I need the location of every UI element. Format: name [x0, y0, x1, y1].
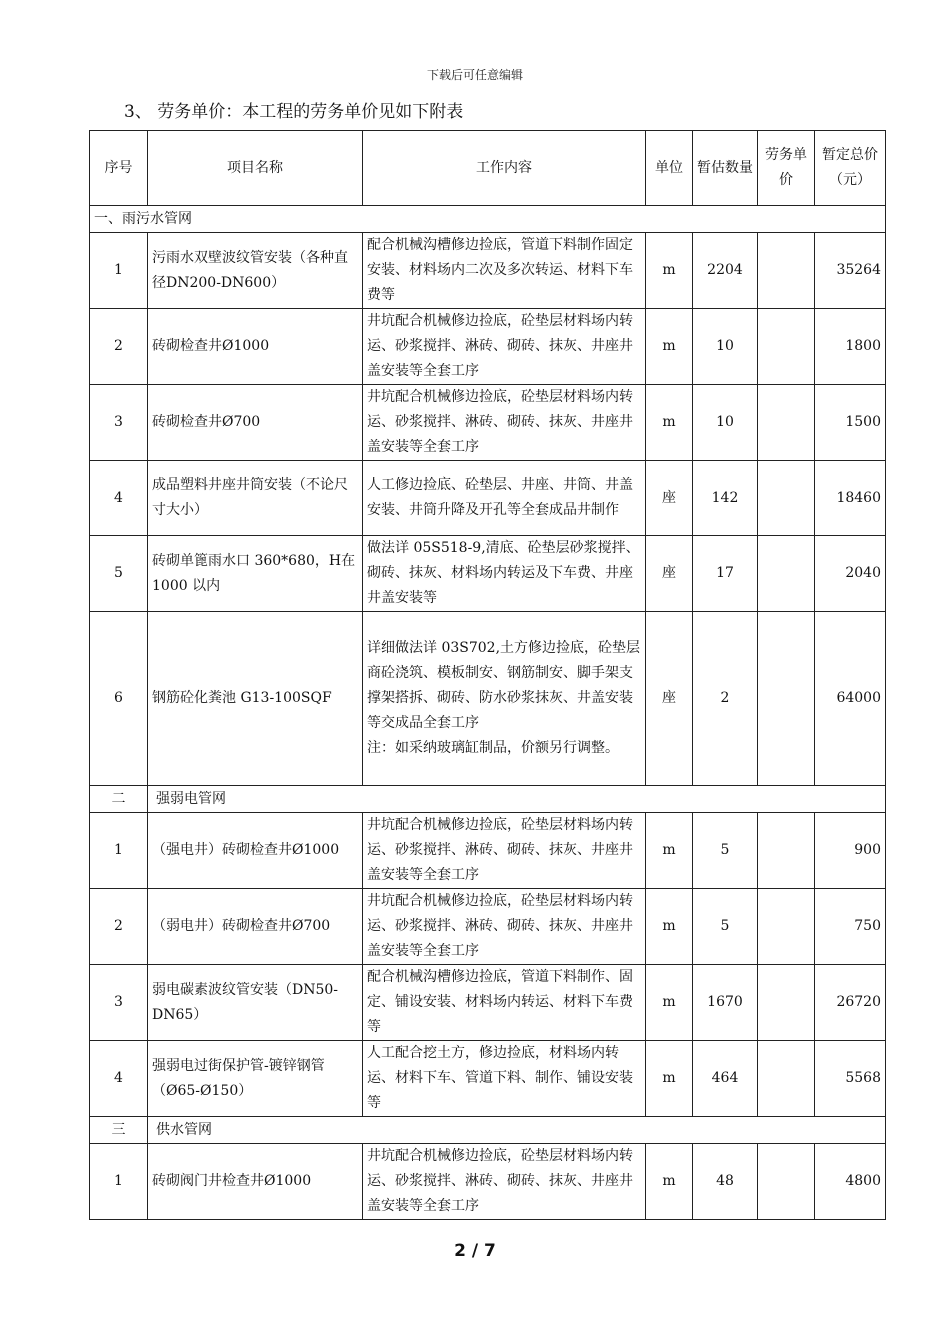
col-header-name: 项目名称	[148, 131, 363, 206]
section-row	[90, 1117, 886, 1144]
unit: m	[646, 233, 693, 309]
row-number: 1	[90, 1144, 148, 1220]
row-number: 2	[90, 309, 148, 385]
header-note: 下载后可任意编辑	[426, 68, 523, 82]
row-number: 5	[90, 536, 148, 612]
table-row	[90, 889, 886, 965]
work-content: 井坑配合机械修边捡底，砼垫层材料场内转运、砂浆搅拌、淋砖、砌砖、抹灰、井座井盖安装等全套工序	[363, 385, 646, 461]
unit: m	[646, 889, 693, 965]
row-number: 3	[90, 385, 148, 461]
col-header-work: 工作内容	[363, 131, 646, 206]
estimated-quantity: 2204	[693, 233, 758, 309]
provisional-total: 4800	[815, 1144, 886, 1220]
table-row	[90, 309, 886, 385]
row-number: 2	[90, 889, 148, 965]
estimated-quantity: 10	[693, 309, 758, 385]
col-header-no: 序号	[90, 131, 148, 206]
table-row	[90, 1041, 886, 1117]
unit: 座	[646, 461, 693, 536]
row-number: 1	[90, 813, 148, 889]
table-row	[90, 536, 886, 612]
labor-unit-price	[758, 536, 815, 612]
labor-unit-price	[758, 1144, 815, 1220]
col-header-total: 暂定总价（元）	[815, 131, 886, 206]
estimated-quantity: 17	[693, 536, 758, 612]
item-name: 砖砌检查井Ø1000	[148, 309, 363, 385]
labor-unit-price	[758, 461, 815, 536]
section-row	[90, 786, 886, 813]
unit: m	[646, 965, 693, 1041]
provisional-total: 64000	[815, 612, 886, 786]
section-row	[90, 206, 886, 233]
provisional-total: 2040	[815, 536, 886, 612]
table-row	[90, 385, 886, 461]
labor-unit-price	[758, 889, 815, 965]
item-name: 成品塑料井座井筒安装（不论尺寸大小）	[148, 461, 363, 536]
labor-unit-price	[758, 309, 815, 385]
work-content: 人工配合挖土方，修边捡底，材料场内转运、材料下车、管道下料、制作、铺设安装等	[363, 1041, 646, 1117]
work-content: 详细做法详 03S702,土方修边捡底，砼垫层商砼浇筑、模板制安、钢筋制安、脚手架支撑架搭拆、砌砖、防水砂浆抹灰、井盖安装等交成品全套工序 注：如采纳玻璃缸制品，价额另行调整。	[363, 612, 646, 786]
estimated-quantity: 2	[693, 612, 758, 786]
provisional-total: 26720	[815, 965, 886, 1041]
provisional-total: 35264	[815, 233, 886, 309]
work-content: 井坑配合机械修边捡底，砼垫层材料场内转运、砂浆搅拌、淋砖、砌砖、抹灰、井座井盖安装等全套工序	[363, 889, 646, 965]
table-row	[90, 813, 886, 889]
estimated-quantity: 1670	[693, 965, 758, 1041]
provisional-total: 900	[815, 813, 886, 889]
estimated-quantity: 48	[693, 1144, 758, 1220]
section-title: 供水管网	[148, 1117, 886, 1144]
section-number: 三	[90, 1117, 148, 1144]
row-number: 1	[90, 233, 148, 309]
item-name: 砖砌阀门井检查井Ø1000	[148, 1144, 363, 1220]
table-row	[90, 233, 886, 309]
row-number: 4	[90, 461, 148, 536]
table-row	[90, 1144, 886, 1220]
work-content: 做法详 05S518-9,清底、砼垫层砂浆搅拌、砌砖、抹灰、材料场内转运及下车费、井座井盖安装等	[363, 536, 646, 612]
section-title: 3、 劳务单价：本工程的劳务单价见如下附表	[124, 102, 464, 122]
col-header-unit: 单位	[646, 131, 693, 206]
provisional-total: 5568	[815, 1041, 886, 1117]
table-row	[90, 965, 886, 1041]
table-row	[90, 612, 886, 786]
table-row	[90, 461, 886, 536]
estimated-quantity: 10	[693, 385, 758, 461]
item-name: 污雨水双壁波纹管安装（各种直径DN200-DN600）	[148, 233, 363, 309]
unit: m	[646, 813, 693, 889]
item-name: 砖砌检查井Ø700	[148, 385, 363, 461]
item-name: 强弱电过街保护管-镀锌钢管（Ø65-Ø150）	[148, 1041, 363, 1117]
col-header-qty: 暂估数量	[693, 131, 758, 206]
row-number: 6	[90, 612, 148, 786]
labor-unit-price	[758, 813, 815, 889]
provisional-total: 1500	[815, 385, 886, 461]
labor-unit-price	[758, 965, 815, 1041]
item-name: 砖砌单篦雨水口 360*680，H在 1000 以内	[148, 536, 363, 612]
unit: m	[646, 1041, 693, 1117]
estimated-quantity: 464	[693, 1041, 758, 1117]
labor-unit-price	[758, 385, 815, 461]
work-content: 井坑配合机械修边捡底，砼垫层材料场内转运、砂浆搅拌、淋砖、砌砖、抹灰、井座井盖安装等全套工序	[363, 813, 646, 889]
row-number: 3	[90, 965, 148, 1041]
estimated-quantity: 142	[693, 461, 758, 536]
labor-unit-price	[758, 233, 815, 309]
page-number: 2 / 7	[454, 1241, 496, 1261]
provisional-total: 750	[815, 889, 886, 965]
item-name: 弱电碳素波纹管安装（DN50-DN65）	[148, 965, 363, 1041]
labor-price-table	[89, 130, 886, 1220]
col-header-price: 劳务单价	[758, 131, 815, 206]
provisional-total: 1800	[815, 309, 886, 385]
estimated-quantity: 5	[693, 813, 758, 889]
item-name: （强电井）砖砌检查井Ø1000	[148, 813, 363, 889]
work-content: 配合机械沟槽修边捡底，管道下料制作固定安装、材料场内二次及多次转运、材料下车费等	[363, 233, 646, 309]
table-body	[90, 131, 886, 1220]
item-name: 钢筋砼化粪池 G13-100SQF	[148, 612, 363, 786]
section-title: 强弱电管网	[148, 786, 886, 813]
estimated-quantity: 5	[693, 889, 758, 965]
work-content: 井坑配合机械修边捡底，砼垫层材料场内转运、砂浆搅拌、淋砖、砌砖、抹灰、井座井盖安装等全套工序	[363, 1144, 646, 1220]
section-number: 二	[90, 786, 148, 813]
section-title: 一、雨污水管网	[90, 206, 886, 233]
table-header-row	[90, 131, 886, 206]
row-number: 4	[90, 1041, 148, 1117]
unit: 座	[646, 612, 693, 786]
unit: m	[646, 385, 693, 461]
labor-unit-price	[758, 612, 815, 786]
unit: m	[646, 1144, 693, 1220]
unit: m	[646, 309, 693, 385]
work-content: 配合机械沟槽修边捡底，管道下料制作、固定、铺设安装、材料场内转运、材料下车费等	[363, 965, 646, 1041]
provisional-total: 18460	[815, 461, 886, 536]
work-content: 人工修边捡底、砼垫层、井座、井筒、井盖安装、井筒升降及开孔等全套成品井制作	[363, 461, 646, 536]
item-name: （弱电井）砖砌检查井Ø700	[148, 889, 363, 965]
unit: 座	[646, 536, 693, 612]
labor-unit-price	[758, 1041, 815, 1117]
work-content: 井坑配合机械修边捡底，砼垫层材料场内转运、砂浆搅拌、淋砖、砌砖、抹灰、井座井盖安装等全套工序	[363, 309, 646, 385]
